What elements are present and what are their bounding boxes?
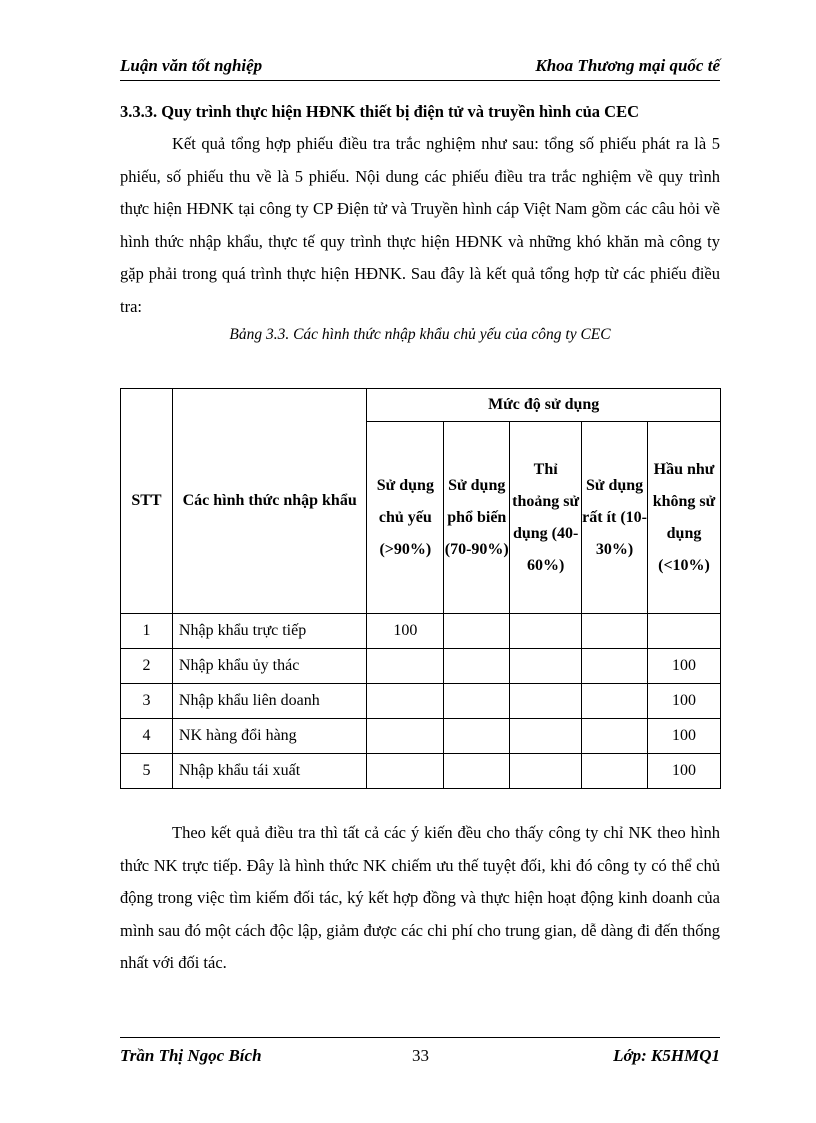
cell-form: Nhập khẩu tái xuất (172, 754, 366, 789)
page-footer (120, 1037, 720, 1068)
footer-class: Lớp: K5HMQ1 (613, 1046, 720, 1065)
header-import-form: Các hình thức nhập khẩu (172, 389, 366, 614)
cell-value (510, 614, 582, 649)
page-number: 33 (412, 1046, 429, 1065)
cell-value (367, 649, 444, 684)
footer-author: Trần Thị Ngọc Bích (120, 1046, 262, 1065)
cell-value: 100 (648, 684, 721, 719)
intro-paragraph: Kết quả tổng hợp phiếu điều tra trắc nghiệm như sau: tổng số phiếu phát ra là 5 phiếu, số phiếu thu về là 5 phiếu. Nội dung các phiếu điều tra trắc nghiệm về quy trình thực hiện HĐNK tại công ty CP Điện tử và Truyền hình cáp Việt Nam gồm các câu hỏi về hình thức nhập khẩu, thực tế quy trình thực hiện HĐNK và những khó khăn mà công ty gặp phải trong quá trình thực hiện HĐNK. Sau đây là kết quả tổng hợp từ các phiếu điều tra: (120, 134, 720, 316)
header-usage-none: Hầu như không sử dụng (<10%) (648, 422, 721, 614)
header-usage-level: Mức độ sử dụng (367, 389, 721, 422)
cell-value (510, 719, 582, 754)
cell-value (444, 649, 510, 684)
header-usage-common: Sử dụng phổ biến (70-90%) (444, 422, 510, 614)
table-row (121, 684, 721, 719)
cell-value (510, 649, 582, 684)
cell-value (510, 684, 582, 719)
header-usage-rare: Sử dụng rất ít (10-30%) (582, 422, 648, 614)
cell-stt: 1 (121, 614, 173, 649)
header-usage-primary: Sử dụng chủ yếu (>90%) (367, 422, 444, 614)
table-row (121, 754, 721, 789)
cell-value: 100 (648, 754, 721, 789)
cell-stt: 3 (121, 684, 173, 719)
cell-value (582, 754, 648, 789)
header-stt: STT (121, 389, 173, 614)
cell-stt: 2 (121, 649, 173, 684)
cell-value (367, 754, 444, 789)
import-forms-table (120, 388, 721, 789)
section-heading: 3.3.3. Quy trình thực hiện HĐNK thiết bị điện tử và truyền hình của CEC (120, 102, 639, 121)
cell-value (582, 614, 648, 649)
cell-value (582, 649, 648, 684)
cell-value: 100 (648, 649, 721, 684)
cell-value (582, 719, 648, 754)
table-row (121, 649, 721, 684)
cell-form: Nhập khẩu trực tiếp (172, 614, 366, 649)
cell-value (582, 684, 648, 719)
cell-value (510, 754, 582, 789)
table-row (121, 719, 721, 754)
cell-stt: 4 (121, 719, 173, 754)
header-thesis-label: Luận văn tốt nghiệp (120, 56, 263, 75)
cell-value: 100 (648, 719, 721, 754)
cell-form: Nhập khẩu ủy thác (172, 649, 366, 684)
header-faculty-label: Khoa Thương mại quốc tế (535, 56, 720, 75)
cell-value (367, 684, 444, 719)
header-usage-occasional: Thỉ thoảng sử dụng (40-60%) (510, 422, 582, 614)
cell-value (367, 719, 444, 754)
table-row (121, 614, 721, 649)
cell-value: 100 (367, 614, 444, 649)
page-body (120, 95, 720, 346)
cell-form: NK hàng đổi hàng (172, 719, 366, 754)
page-header (120, 56, 720, 81)
cell-value (444, 614, 510, 649)
conclusion-paragraph: Theo kết quả điều tra thì tất cả các ý kiến đều cho thấy công ty chỉ NK theo hình thức NK trực tiếp. Đây là hình thức NK chiếm ưu thế tuyệt đối, khi đó công ty có thể chủ động trong việc tìm kiếm đối tác, ký kết hợp đồng và thực hiện hoạt động kinh doanh của mình sau đó một cách độc lập, giảm được các chi phí cho trung gian, dễ dàng đi đến thống nhất với đối tác. (120, 823, 720, 972)
cell-value (648, 614, 721, 649)
cell-form: Nhập khẩu liên doanh (172, 684, 366, 719)
cell-value (444, 754, 510, 789)
cell-stt: 5 (121, 754, 173, 789)
table-caption: Bảng 3.3. Các hình thức nhập khẩu chủ yếu của công ty CEC (229, 326, 611, 343)
cell-value (444, 684, 510, 719)
cell-value (444, 719, 510, 754)
